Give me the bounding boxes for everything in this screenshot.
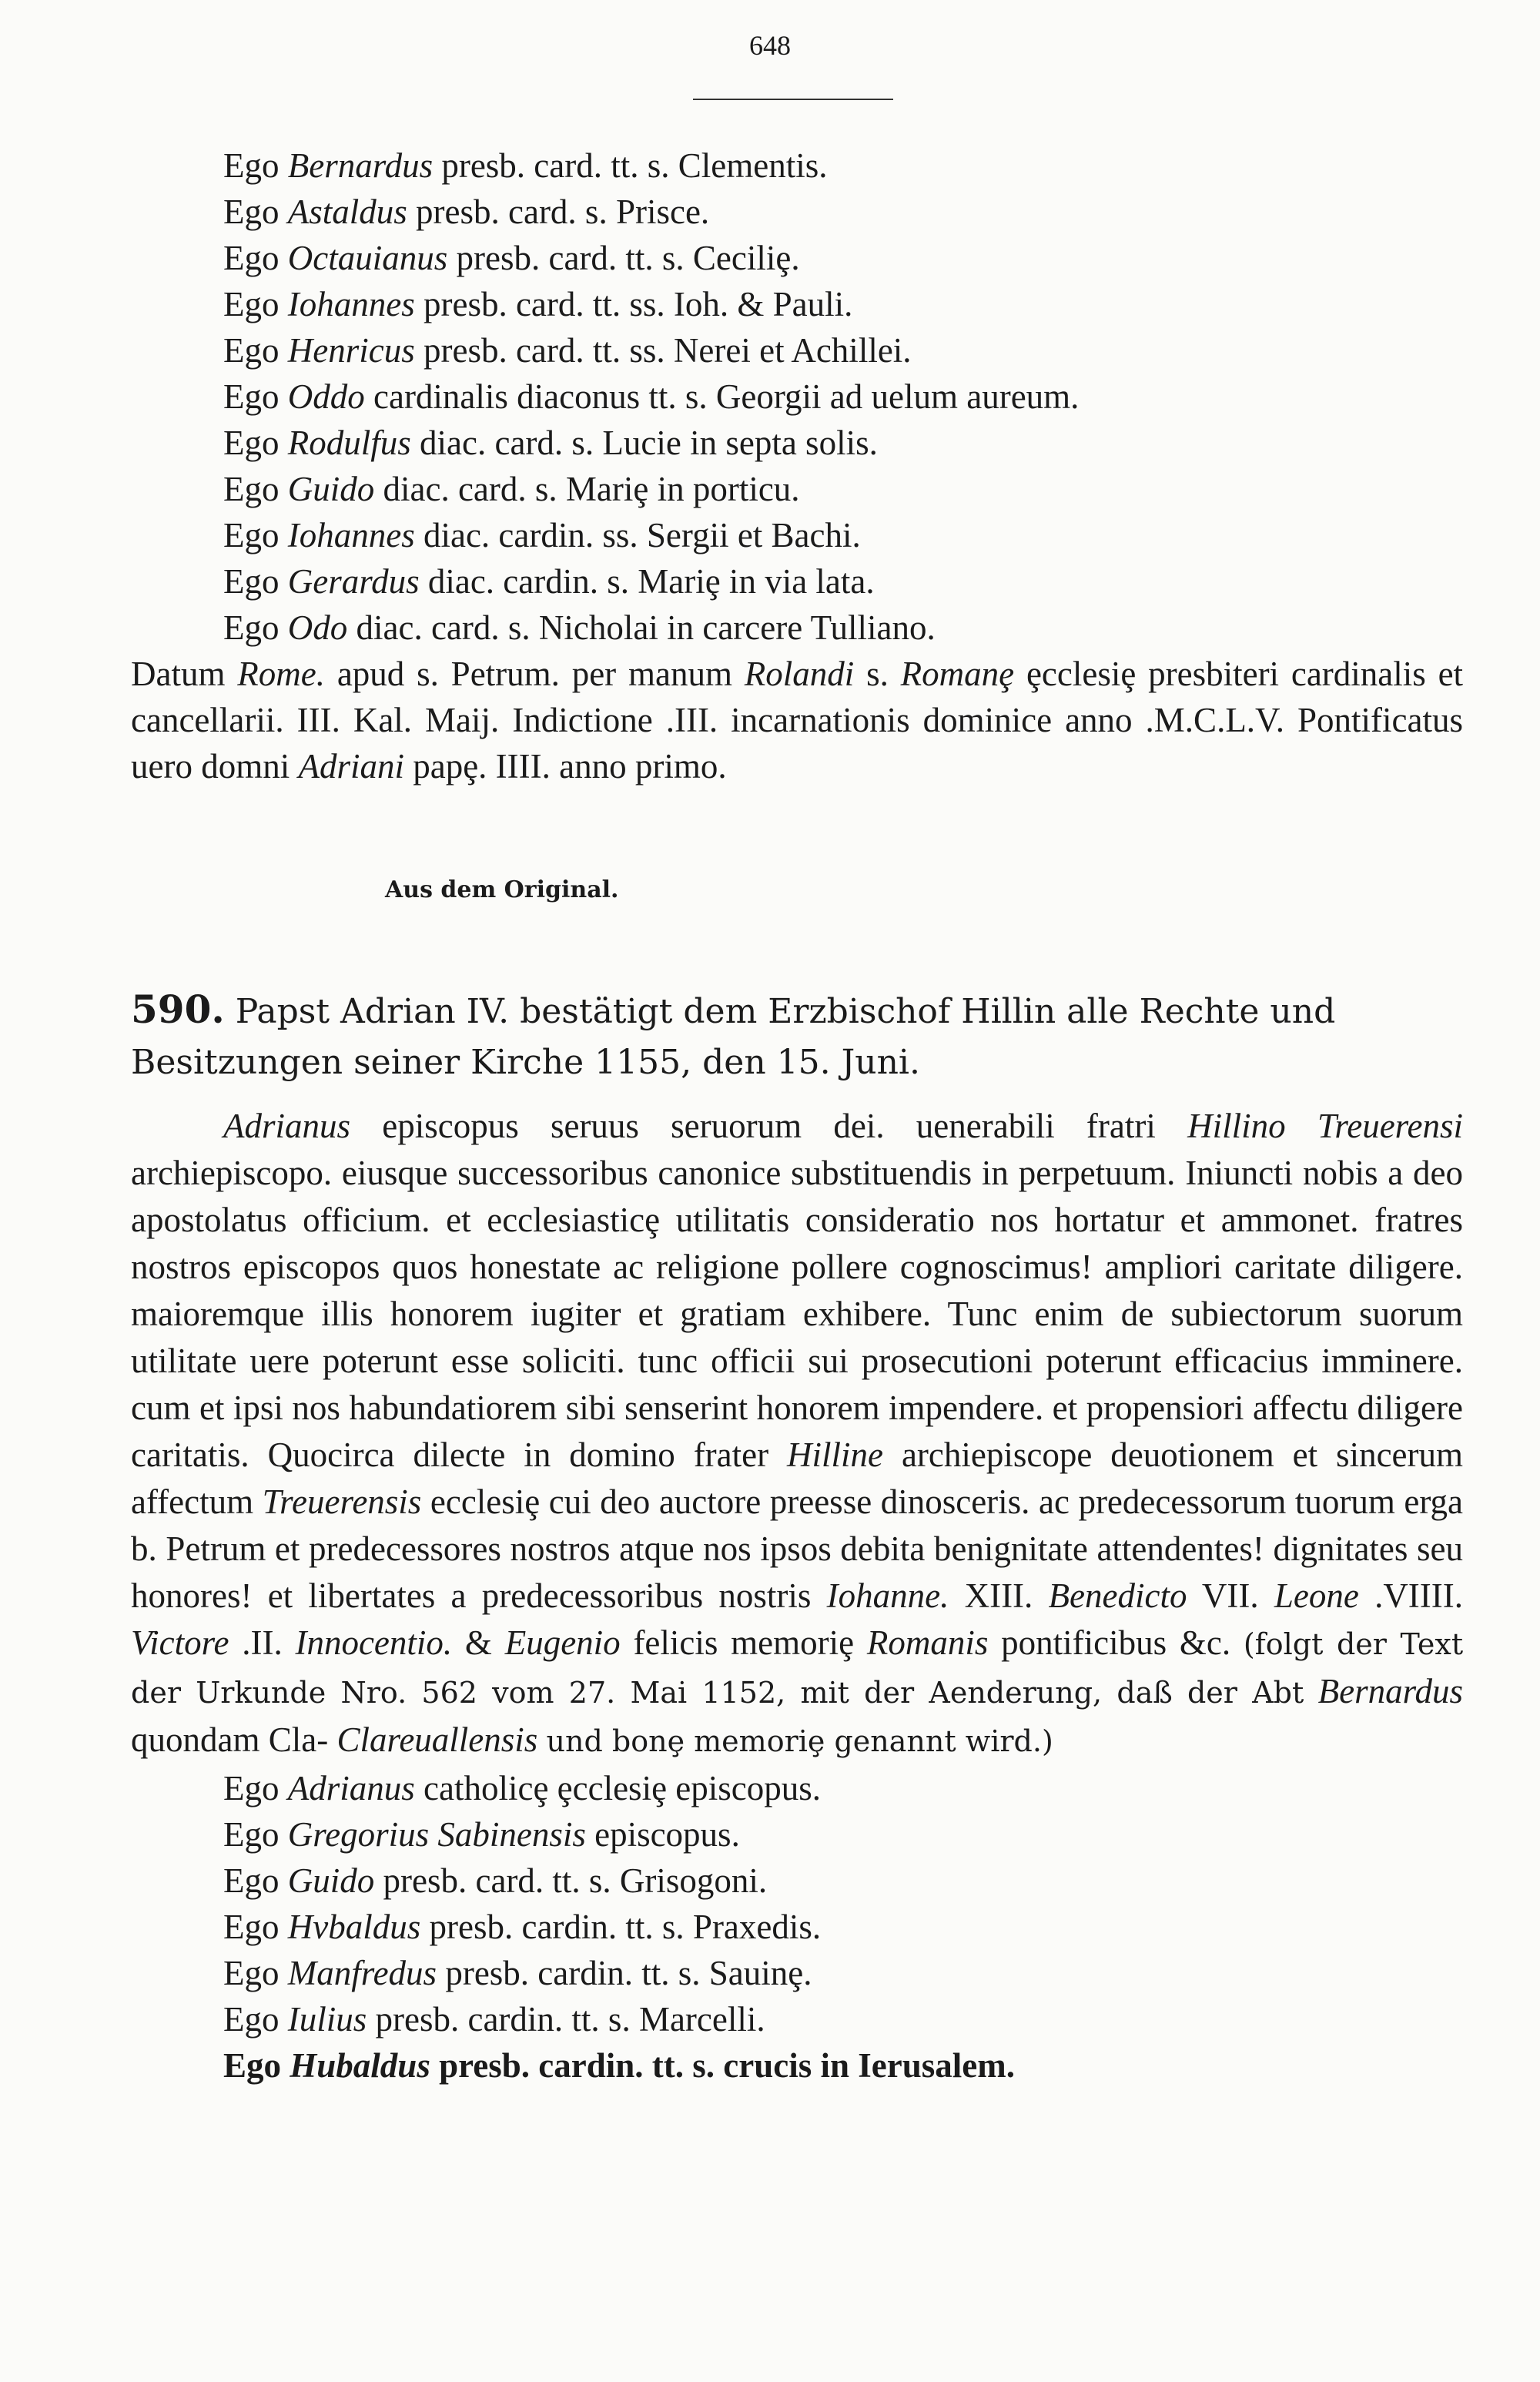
datum-clause: Datum Rome. apud s. Petrum. per manum Rolandi s. Romanȩ ȩcclesiȩ presbiteri cardinalis et cancellarii. III. Kal. Maij. Indictione .III. incarnationis dominice anno .M.C.L.V. Pontificatus uero domni Adriani papȩ. IIII. anno primo.: [131, 655, 1464, 786]
signatory-title: diac. card. s. Nicholai in carcere Tulliano.: [356, 608, 936, 647]
signature-line: [131, 142, 1463, 189]
document-number: 590.: [131, 987, 225, 1032]
signatory-name: Henricus: [287, 331, 415, 370]
signature-line: Ego Hubaldus presb. cardin. tt. s. crucis in Ierusalem.: [223, 2046, 1015, 2085]
ego-word: Ego: [223, 239, 280, 277]
top-signature-list: [131, 142, 1463, 789]
document-heading: [131, 984, 1463, 1088]
signatory-title: cardinalis diaconus tt. s. Georgii ad uelum aureum.: [373, 377, 1080, 416]
signature-line: [131, 327, 1463, 374]
ego-word: Ego: [223, 193, 280, 231]
signatory-title: diac. card. s. Mariȩ in porticu.: [383, 470, 800, 508]
signature-line: Ego Gregorius Sabinensis episcopus.: [223, 1815, 740, 1854]
signatory-name: Oddo: [287, 377, 365, 416]
signatory-title: presb. card. tt. ss. Ioh. & Pauli.: [423, 285, 853, 323]
signature-line: [131, 420, 1463, 466]
signature-line: [131, 374, 1463, 420]
ego-word: Ego: [223, 331, 280, 370]
document-summary: Papst Adrian IV. bestätigt dem Erzbischof Hillin alle Rechte und Besitzungen seiner Kirche 1155, den 15. Juni.: [131, 992, 1336, 1082]
ego-word: Ego: [223, 146, 280, 185]
signatory-name: Iohannes: [287, 516, 415, 554]
signatory-title: presb. card. s. Prisce.: [416, 193, 710, 231]
german-note: (folgt der Text der Urkunde Nro. 562 vom 27. Mai 1152, mit der Aenderung, daß der Abt: [131, 1627, 1464, 1710]
signature-line: Ego Manfredus presb. cardin. tt. s. Sauinȩ.: [223, 1954, 812, 1992]
signature-line: Ego Adrianus catholicȩ ȩcclesiȩ episcopus.: [223, 1769, 822, 1807]
document-body: [131, 1103, 1463, 2089]
ego-word: Ego: [223, 285, 280, 323]
signatory-name: Bernardus: [287, 146, 434, 185]
ego-word: Ego: [223, 470, 280, 508]
ego-word: Ego: [223, 377, 280, 416]
signatory-title: diac. cardin. s. Mariȩ in via lata.: [427, 562, 875, 601]
signatory-name: Odo: [287, 608, 348, 647]
signatory-name: Iohannes: [287, 285, 415, 323]
signatory-title: presb. card. tt. s. Ceciliȩ.: [456, 239, 800, 277]
signatory-name: Gerardus: [287, 562, 420, 601]
signature-line: [131, 605, 1463, 651]
signatory-name: Astaldus: [287, 193, 407, 231]
body-paragraph: Adrianus episcopus seruus seruorum dei. uenerabili fratri Hillino Treuerensi archiepiscopo. eiusque successoribus canonice substituendis in perpetuum. Iniuncti nobis a deo apostolatus officium. et ecclesiasticȩ utilitatis consideratio nos hortatur et ammonet. fratres nostros episcopos quos honestate ac religione pollere cognoscimus! ampliori caritate diligere. maioremque illis honorem iugiter et gratiam exhibere. Tunc enim de subiectorum suorum utilitate uere poterunt esse soliciti. tunc officii sui prosecutioni poterunt efficacius imminere. cum et ipsi nos habundatiorem sibi senserint honorem impendere. et propensiori affectu diligere caritatis. Quocirca dilecte in domino frater Hilline archiepiscope deuotionem et sincerum affectum Treuerensis ecclesiȩ cui deo auctore preesse dinosceris. ac predecessorum tuorum erga b. Petrum et predecessores nostros atque nos ipsos debita benignitate attendentes! dignitates seu honores! et libertates a predecessoribus nostris Iohanne. XIII. Benedicto VII. Leone .VIIII. Victore .II. Innocentio. & Eugenio felicis memoriȩ Romanis pontificibus &c. (folgt der Text der Urkunde Nro. 562 vom 27. Mai 1152, mit der Aenderung, daß der Abt Bernardus quondam Cla- Clareuallensis und bonȩ memoriȩ genannt wird.): [131, 1107, 1464, 1759]
signature-line: [131, 512, 1463, 558]
signature-line: [131, 281, 1463, 327]
signatory-name: Rodulfus: [287, 424, 411, 462]
signature-line: Ego Hvbaldus presb. cardin. tt. s. Praxedis.: [223, 1908, 822, 1946]
ego-word: Ego: [223, 562, 280, 601]
header-rule: [693, 99, 893, 100]
ego-word: Ego: [223, 516, 280, 554]
page-number: 648: [749, 30, 791, 61]
signature-line: [131, 235, 1463, 281]
ego-word: Ego: [223, 424, 280, 462]
source-note: Aus dem Original.: [385, 876, 619, 903]
signatory-title: diac. card. s. Lucie in septa solis.: [420, 424, 878, 462]
signatory-title: presb. card. tt. s. Clementis.: [441, 146, 828, 185]
signature-line: Ego Iulius presb. cardin. tt. s. Marcelli.: [223, 2000, 765, 2039]
signatory-name: Guido: [287, 470, 375, 508]
ego-word: Ego: [223, 608, 280, 647]
signatory-name: Octauianus: [287, 239, 448, 277]
signature-line: Ego Guido presb. card. tt. s. Grisogoni.: [223, 1861, 768, 1900]
signatory-title: presb. card. tt. ss. Nerei et Achillei.: [423, 331, 912, 370]
signature-line: [131, 466, 1463, 512]
signature-line: [131, 558, 1463, 605]
signatory-title: diac. cardin. ss. Sergii et Bachi.: [423, 516, 861, 554]
signature-line: [131, 189, 1463, 235]
german-note-end: und bonȩ memoriȩ genannt wird.): [546, 1724, 1053, 1758]
